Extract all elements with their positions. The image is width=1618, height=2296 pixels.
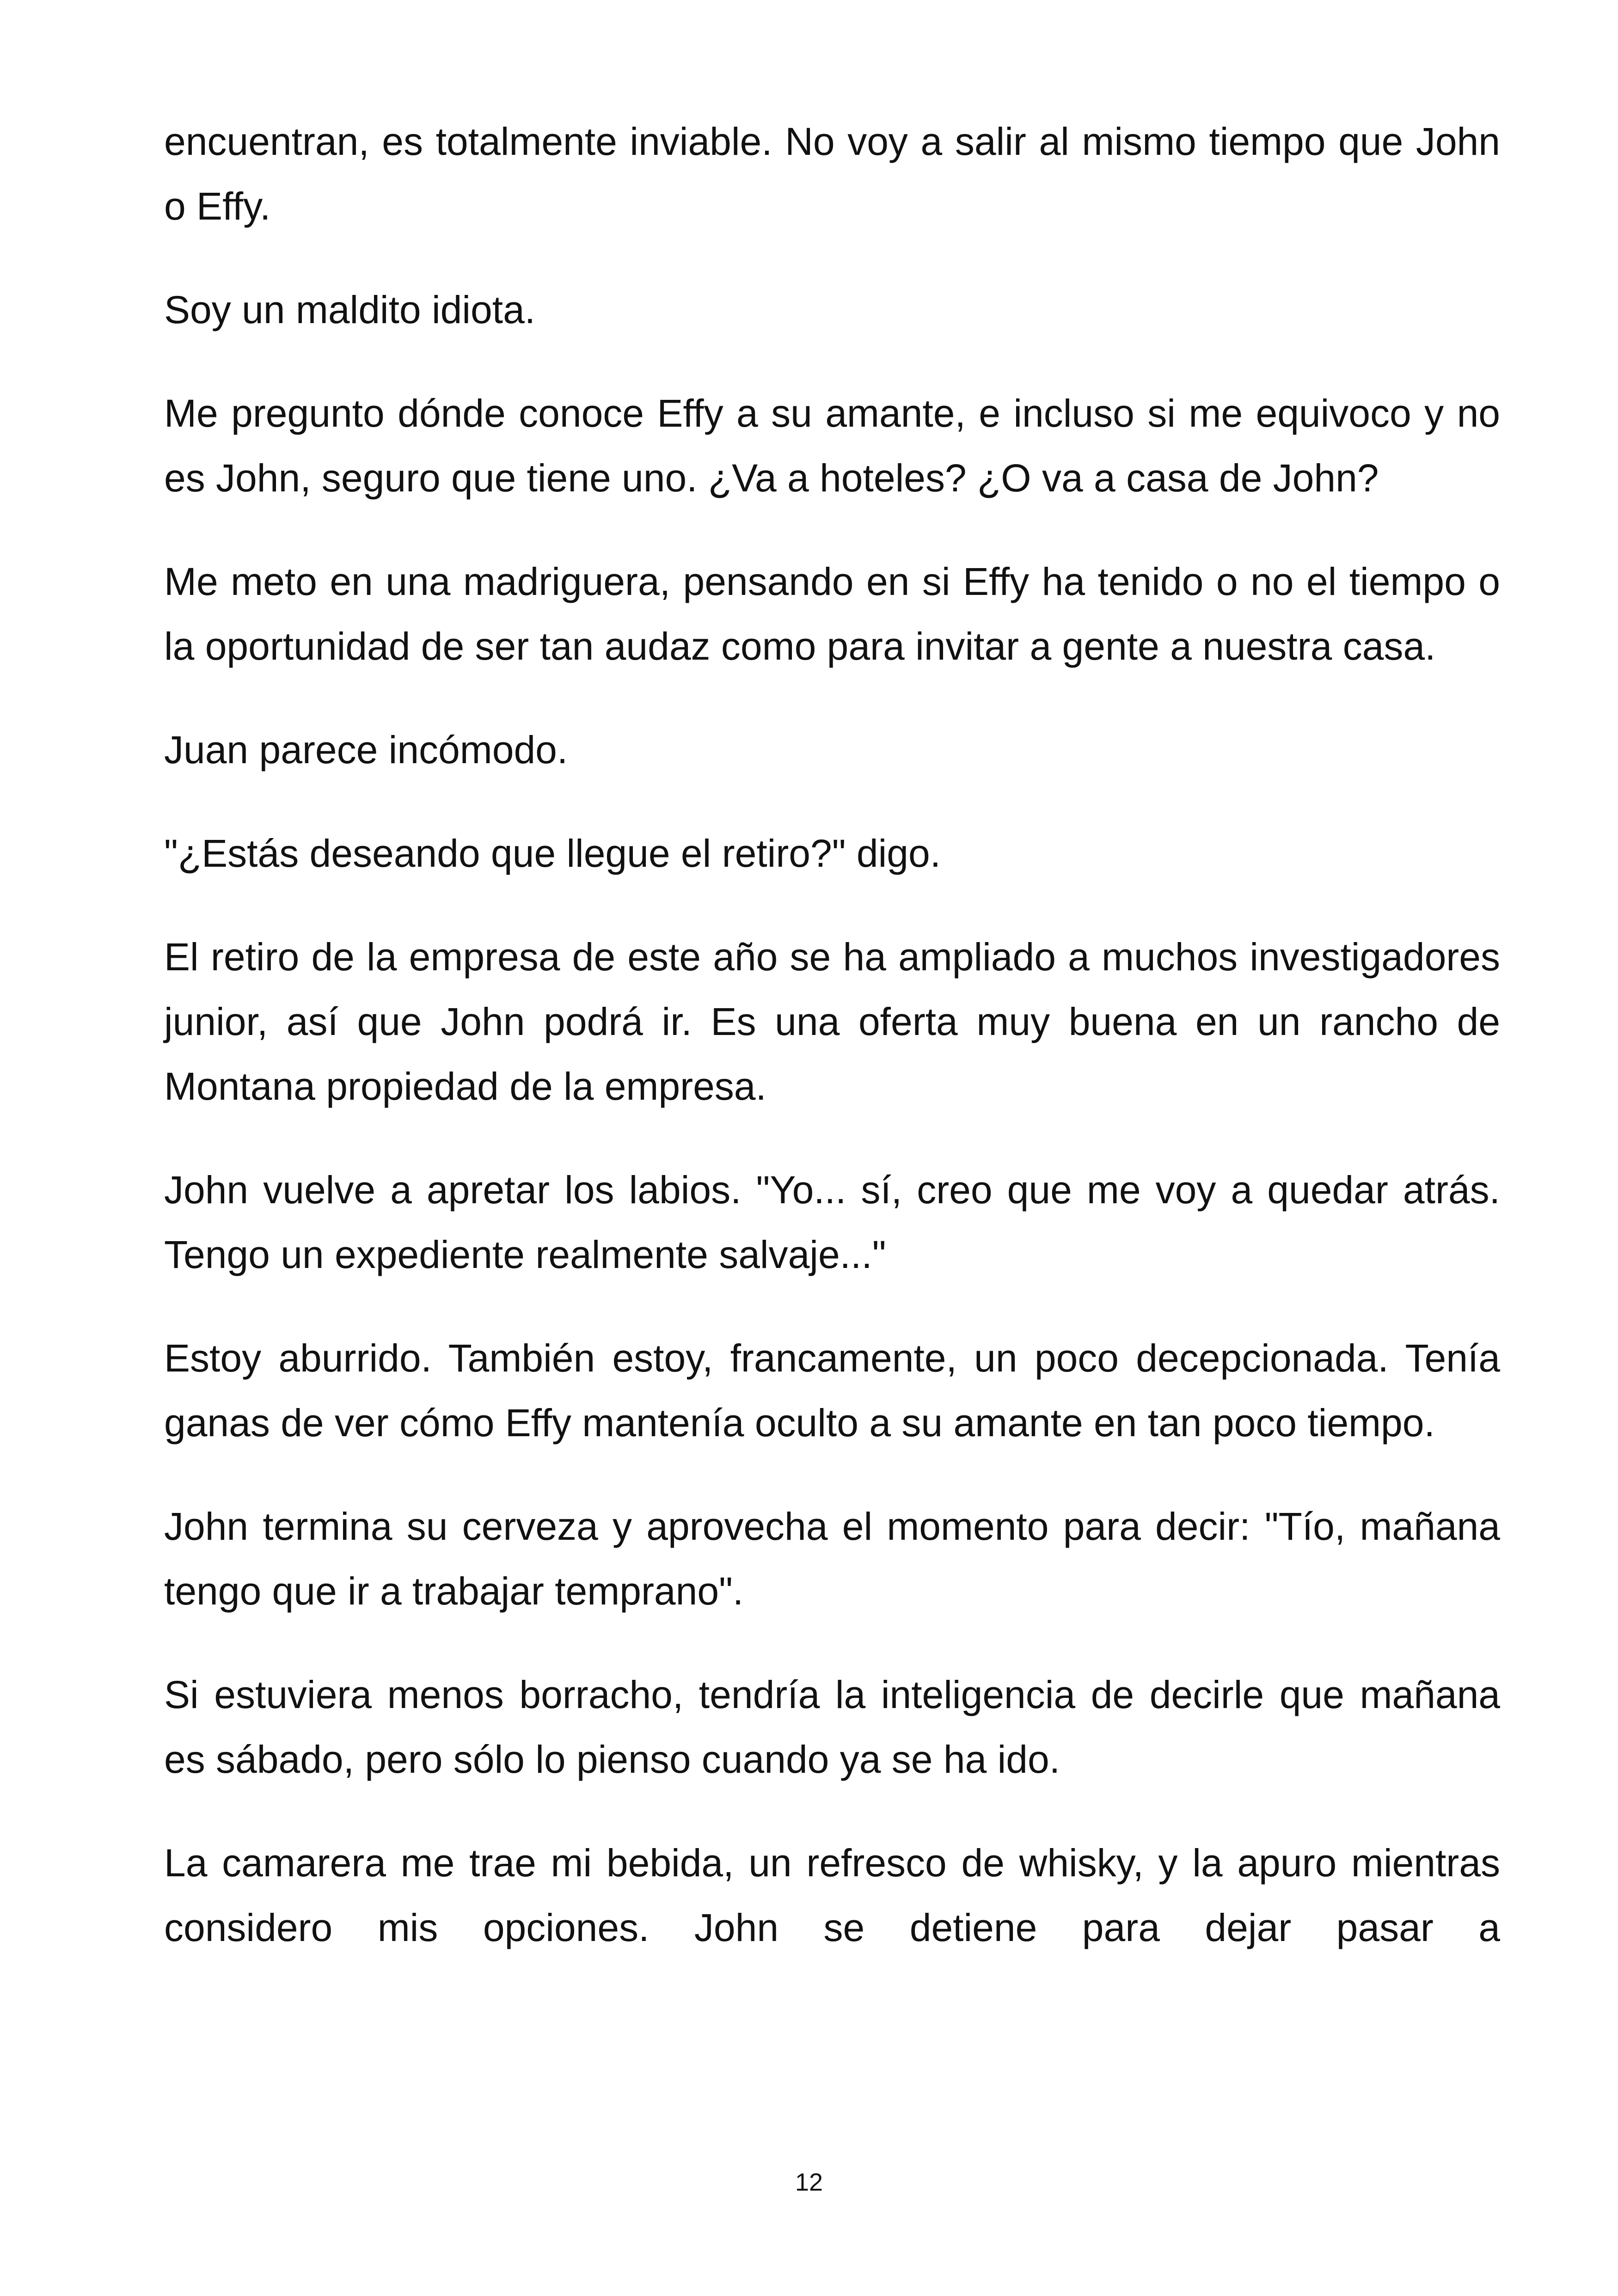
- body-text: [164, 109, 1500, 1999]
- paragraph: La camarera me trae mi bebida, un refresco de whisky, y la apuro mientras considero mis opciones. John se detiene para dejar pasar a: [164, 1841, 1500, 1949]
- paragraph: Soy un maldito idiota.: [164, 288, 536, 331]
- paragraph: Me pregunto dónde conoce Effy a su amante, e incluso si me equivoco y no es John, seguro que tiene uno. ¿Va a hoteles? ¿O va a casa de John?: [164, 392, 1500, 500]
- paragraph: encuentran, es totalmente inviable. No voy a salir al mismo tiempo que John o Effy.: [164, 120, 1500, 228]
- paragraph: "¿Estás deseando que llegue el retiro?" digo.: [164, 832, 941, 875]
- paragraph: Me meto en una madriguera, pensando en si Effy ha tenido o no el tiempo o la oportunidad de ser tan audaz como para invitar a gente a nuestra casa.: [164, 560, 1500, 668]
- paragraph: Estoy aburrido. También estoy, francamente, un poco decepcionada. Tenía ganas de ver cómo Effy mantenía oculto a su amante en tan poco tiempo.: [164, 1336, 1500, 1445]
- paragraph: John termina su cerveza y aprovecha el momento para decir: "Tío, mañana tengo que ir a trabajar temprano".: [164, 1505, 1500, 1613]
- paragraph: Juan parece incómodo.: [164, 728, 568, 771]
- paragraph: El retiro de la empresa de este año se ha ampliado a muchos investigadores junior, así que John podrá ir. Es una oferta muy buena en un rancho de Montana propiedad de la empresa.: [164, 935, 1500, 1108]
- paragraph: John vuelve a apretar los labios. "Yo... sí, creo que me voy a quedar atrás. Tengo un expediente realmente salvaje...": [164, 1168, 1500, 1276]
- page-number: 12: [795, 2168, 823, 2196]
- paragraph: Si estuviera menos borracho, tendría la inteligencia de decirle que mañana es sábado, pero sólo lo pienso cuando ya se ha ido.: [164, 1673, 1500, 1781]
